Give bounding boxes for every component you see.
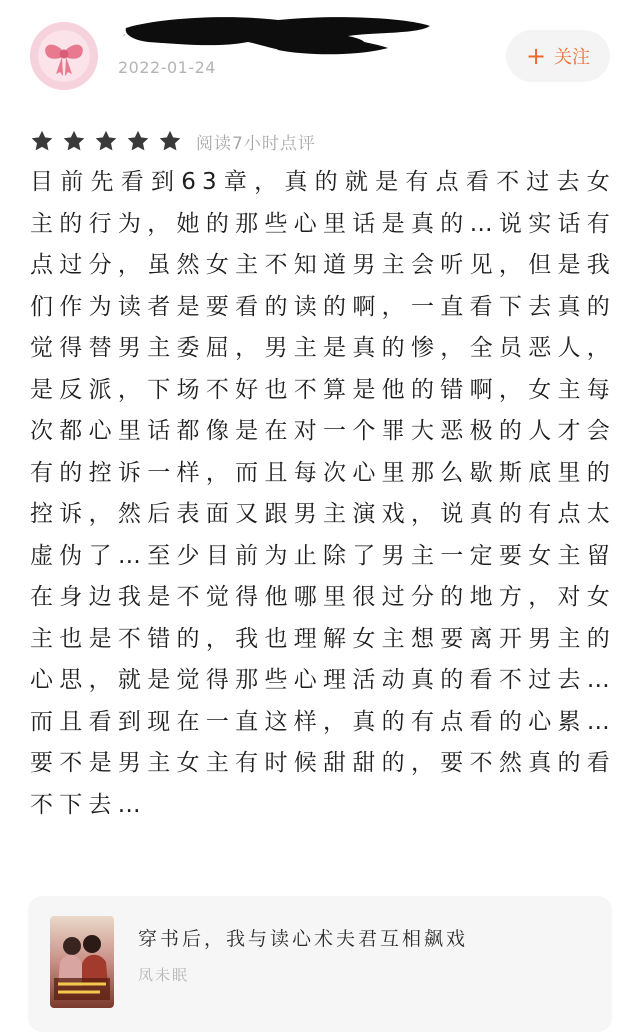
pink-bow-icon xyxy=(30,22,98,90)
book-title[interactable]: 穿书后，我与读心术夫君互相飙戏 xyxy=(138,928,469,950)
star-icon xyxy=(94,129,118,153)
rating-row xyxy=(30,126,316,156)
post-date: 2022-01-24 xyxy=(118,58,216,77)
star-icon xyxy=(62,129,86,153)
follow-button[interactable] xyxy=(506,30,610,82)
book-author: 凤未眠 xyxy=(138,966,190,984)
reviewer-avatar[interactable] xyxy=(30,22,98,90)
follow-label: 关注 xyxy=(554,47,591,68)
star-rating xyxy=(30,129,190,153)
reading-time-note: 阅读7小时点评 xyxy=(196,133,316,154)
svg-text:·: · xyxy=(122,28,127,44)
star-icon xyxy=(126,129,150,153)
redacted-username xyxy=(118,12,434,58)
book-card[interactable] xyxy=(28,896,612,1032)
book-cover-illustration xyxy=(50,916,114,1008)
review-text: 目前先看到63章，真的就是有点看不过去女主的行为，她的那些心里话是真的…说实话有点过分，虽然女主不知道男主会听见，但是我们作为读者是要看的读的啊，一直看下去真的觉得替男主委屈，男主是真的惨，全员恶人，是反派，下场不好也不算是他的错啊，女主每次都心里话都像是在对一个罪大恶极的人才会有的控诉一样，而且每次心里那么歇斯底里的控诉，然后表面又跟男主演戏，说真的有点太虚伪了…至少目前为止除了男主一定要女主留在身边我是不觉得他哪里很过分的地方，对女主也是不错的，我也理解女主想要离开男主的心思，就是觉得那些心理活动真的看不过去…而且看到现在一直这样，真的有点看的心累…要不是男主女主有时候甜甜的，要不然真的看不下去… xyxy=(30,169,616,818)
plus-icon: + xyxy=(525,42,547,70)
star-icon xyxy=(30,129,54,153)
book-cover-image[interactable] xyxy=(50,916,114,1008)
star-icon xyxy=(158,129,182,153)
review-header xyxy=(0,0,640,100)
